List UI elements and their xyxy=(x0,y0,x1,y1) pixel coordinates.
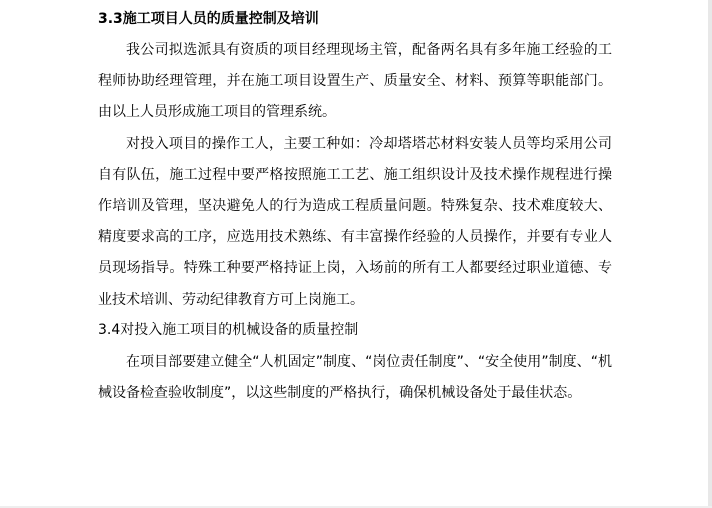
document-body xyxy=(98,8,612,409)
paragraph-operators-training: 对投入项目的操作工人，主要工种如：冷却塔塔芯材料安装人员等均采用公司自有队伍，施工过程中要严格按照施工工艺、施工组织设计及技术操作规程进行操作培训及管理，坚决避免人的行为造成工程质量问题。特殊复杂、技术难度较大、精度要求高的工序，应选用技术熟练、有丰富操作经验的人员操作，并要有专业人员现场指导。特殊工种要严格持证上岗，入场前的所有工人都要经过职业道德、专业技术培训、劳动纪律教育方可上岗施工。 xyxy=(98,135,612,308)
section-heading-3-3: 3.3施工项目人员的质量控制及培训 xyxy=(98,11,319,27)
section-heading-3-4: 3.4对投入施工项目的机械设备的质量控制 xyxy=(98,321,359,338)
paragraph-management-staff: 我公司拟选派具有资质的项目经理现场主管，配备两名具有多年施工经验的工程师协助经理管理，并在施工项目设置生产、质量安全、材料、预算等职能部门。由以上人员形成施工项目的管理系统。 xyxy=(98,42,612,121)
paragraph-equipment-control: 在项目部要建立健全“人机固定”制度、“岗位责任制度”、“安全使用”制度、“机械设备检查验收制度”，以这些制度的严格执行，确保机械设备处于最佳状态。 xyxy=(98,353,612,402)
page-edge xyxy=(708,0,712,508)
